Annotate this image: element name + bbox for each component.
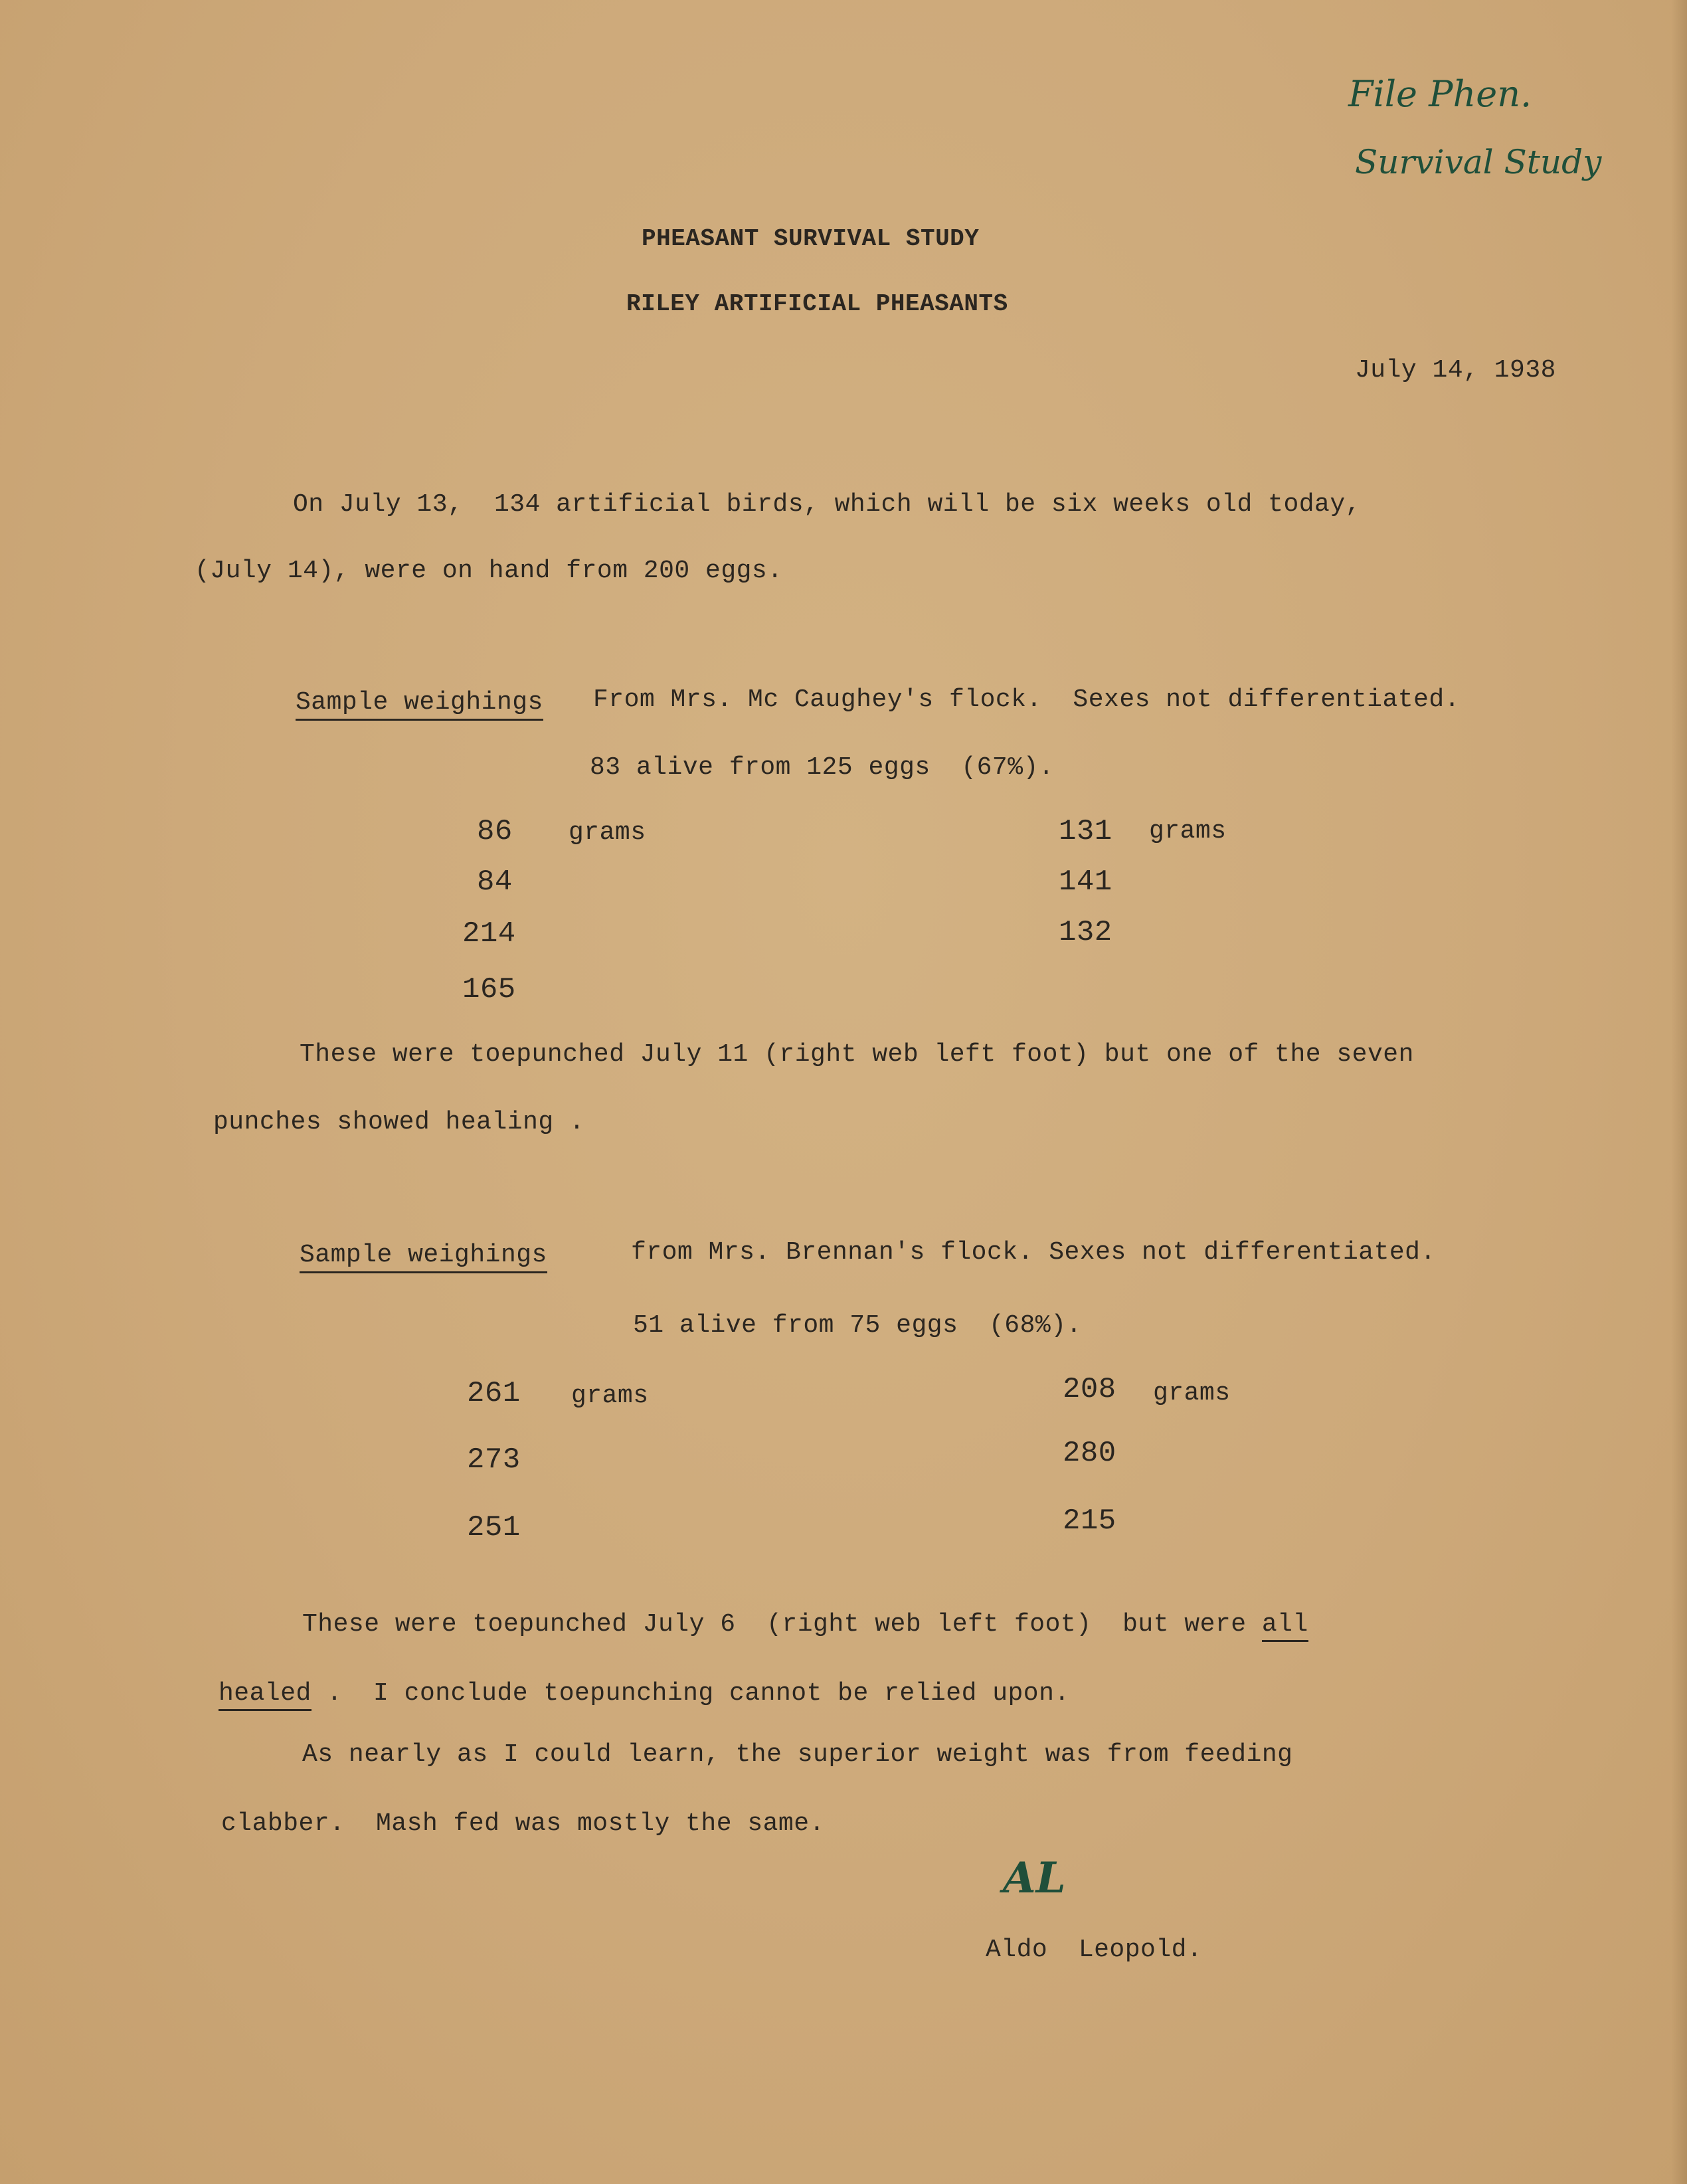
- section1-weight-right-2: 141: [1059, 865, 1112, 899]
- section1-unit-right: grams: [1149, 817, 1227, 846]
- section2-note-emphasis-healed: healed: [219, 1679, 311, 1711]
- section2-weight-right-2: 280: [1063, 1437, 1116, 1470]
- intro-line-2: (July 14), were on hand from 200 eggs.: [195, 557, 783, 585]
- section1-unit-left: grams: [569, 818, 646, 847]
- document-subtitle: RILEY ARTIFICIAL PHEASANTS: [626, 290, 1008, 318]
- section2-note-emphasis-all: all: [1262, 1610, 1308, 1642]
- signature-initials: AL: [1003, 1853, 1066, 1903]
- paper-edge: [1671, 0, 1687, 2184]
- section1-heading: From Mrs. Mc Caughey's flock. Sexes not differentiated.: [593, 685, 1461, 714]
- section1-weight-left-2: 84: [477, 865, 513, 899]
- section2-unit-right: grams: [1153, 1379, 1231, 1408]
- section2-note-line-1: [302, 1610, 1308, 1639]
- section1-weight-left-4: 165: [462, 973, 516, 1006]
- section2-unit-left: grams: [571, 1382, 649, 1410]
- closing-line-1: As nearly as I could learn, the superior weight was from feeding: [302, 1740, 1293, 1769]
- section1-survival: 83 alive from 125 eggs (67%).: [590, 753, 1055, 782]
- handwritten-note-line2: Survival Study: [1355, 143, 1602, 181]
- section2-weight-right-3: 215: [1063, 1504, 1116, 1538]
- section2-survival: 51 alive from 75 eggs (68%).: [633, 1311, 1082, 1340]
- section2-weight-left-1: 261: [467, 1377, 521, 1410]
- section1-label: Sample weighings: [296, 688, 543, 721]
- section2-label: Sample weighings: [300, 1241, 547, 1273]
- document-title: PHEASANT SURVIVAL STUDY: [642, 225, 980, 252]
- section2-heading: from Mrs. Brennan's flock. Sexes not differentiated.: [631, 1238, 1436, 1267]
- section1-note-line-1: These were toepunched July 11 (right web left foot) but one of the seven: [300, 1040, 1414, 1069]
- section2-note-line-2: [219, 1679, 1070, 1708]
- intro-line-1: On July 13, 134 artificial birds, which will be six weeks old today,: [293, 490, 1361, 519]
- section2-weight-right-1: 208: [1063, 1373, 1116, 1406]
- section2-note-text: These were toepunched July 6 (right web left foot) but were: [302, 1610, 1262, 1639]
- document-date: July 14, 1938: [1355, 356, 1556, 385]
- section1-weight-left-1: 86: [477, 815, 513, 848]
- section2-weight-left-3: 251: [467, 1511, 521, 1544]
- section1-note-line-2: punches showed healing .: [213, 1108, 585, 1137]
- section1-weight-right-3: 132: [1059, 916, 1112, 949]
- section2-note-conclusion: . I conclude toepunching cannot be relied upon.: [311, 1679, 1070, 1708]
- signature-name: Aldo Leopold.: [986, 1936, 1203, 1964]
- section1-weight-right-1: 131: [1059, 815, 1112, 848]
- closing-line-2: clabber. Mash fed was mostly the same.: [221, 1809, 825, 1838]
- handwritten-note-line1: File Phen.: [1348, 73, 1532, 115]
- section2-weight-left-2: 273: [467, 1443, 521, 1477]
- section1-weight-left-3: 214: [462, 917, 516, 951]
